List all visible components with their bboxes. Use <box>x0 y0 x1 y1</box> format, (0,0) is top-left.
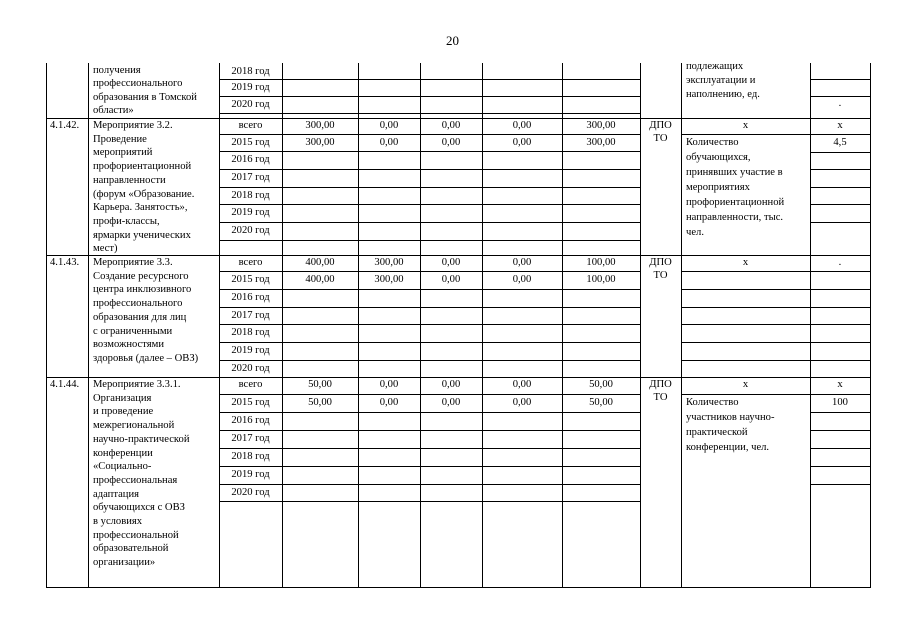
indicator-line: подлежащих <box>686 61 744 72</box>
year-value: 0,00 <box>512 137 532 148</box>
year-label: 2015 год <box>231 274 270 285</box>
indicator-line: направленности, тыс. <box>686 212 784 223</box>
indicator-line: чел. <box>686 227 704 238</box>
indicator-header-value: х <box>837 379 843 390</box>
year-value: 0,00 <box>441 137 461 148</box>
year-label: 2018 год <box>231 451 270 462</box>
year-value: 400,00 <box>305 274 335 285</box>
row-code: 4.1.43. <box>50 257 80 268</box>
indicator-header-value: х <box>837 120 843 131</box>
year-label: 2017 год <box>231 310 270 321</box>
year-label: 2015 год <box>231 397 270 408</box>
indicator-line: мероприятиях <box>686 182 750 193</box>
year-label: 2016 год <box>231 154 270 165</box>
indicator-line: конференции, чел. <box>686 442 770 453</box>
total-value: 50,00 <box>589 379 613 390</box>
top-name-line: профессионального <box>93 78 183 89</box>
total-value: 0,00 <box>512 120 532 131</box>
row-code: 4.1.44. <box>50 379 80 390</box>
row-name-line: Мероприятие 3.3. <box>93 257 173 268</box>
year-label: 2018 год <box>231 190 270 201</box>
row-name-line: с ограниченными <box>93 325 173 337</box>
total-value: 300,00 <box>374 257 404 268</box>
total-value: 100,00 <box>586 257 616 268</box>
row-name-line: межрегиональной <box>93 420 175 432</box>
total-value: 0,00 <box>379 120 399 131</box>
year-label: 2018 год <box>231 66 270 77</box>
indicator-line: обучающихся, <box>686 152 751 163</box>
executor-label: ДПО <box>649 120 672 131</box>
row-name-line: здоровья (далее – ОВЗ) <box>93 352 199 364</box>
year-label: 2016 год <box>231 415 270 426</box>
row-name-line: в условиях <box>93 516 143 527</box>
year-label: 2020 год <box>231 363 270 374</box>
row-name-line: (форум «Образование. <box>93 188 195 200</box>
year-value: 0,00 <box>441 397 461 408</box>
executor-label: ДПО <box>649 257 672 268</box>
indicator-header-value: . <box>838 257 842 268</box>
total-value: 0,00 <box>441 257 461 268</box>
year-value: 300,00 <box>374 274 404 285</box>
row-name-line: «Социально- <box>93 461 152 473</box>
row-name-line: Проведение <box>93 133 147 145</box>
row-name-line: центра инклюзивного <box>93 284 192 296</box>
total-value: 300,00 <box>586 120 616 131</box>
total-label: всего <box>238 120 263 131</box>
total-label: всего <box>238 257 263 268</box>
year-value: 0,00 <box>512 397 532 408</box>
year-value: 50,00 <box>589 397 613 408</box>
total-value: 50,00 <box>308 379 332 390</box>
page-number: 20 <box>446 33 459 48</box>
top-name-line: образования в Томской <box>93 92 197 103</box>
row-name-line: Мероприятие 3.2. <box>93 120 173 131</box>
row-name-line: мест) <box>93 243 118 255</box>
total-value: 0,00 <box>379 379 399 390</box>
year-label: 2020 год <box>231 487 270 498</box>
row-name-line: Мероприятие 3.3.1. <box>93 379 181 390</box>
indicator-line: Количество <box>686 137 739 148</box>
year-value: 50,00 <box>308 397 332 408</box>
year-label: 2018 год <box>231 327 270 338</box>
year-value: 0,00 <box>379 137 399 148</box>
row-name-line: профессиональная <box>93 474 178 486</box>
row-name-line: обучающихся с ОВЗ <box>93 502 185 514</box>
year-value: 0,00 <box>379 397 399 408</box>
executor-label: ТО <box>653 133 668 144</box>
year-label: 2017 год <box>231 172 270 183</box>
row-name-line: образования для лиц <box>93 311 187 323</box>
row-name-line: направленности <box>93 174 166 186</box>
indicator-header: х <box>742 257 749 268</box>
row-name-line: профессиональной <box>93 529 179 541</box>
year-label: 2019 год <box>231 469 270 480</box>
year-value: 100,00 <box>586 274 616 285</box>
row-name-line: Создание ресурсного <box>93 270 189 282</box>
row-name-line: и проведение <box>93 406 154 418</box>
indicator-line: принявших участие в <box>686 167 783 178</box>
row-name-line: конференции <box>93 447 153 459</box>
year-label: 2019 год <box>231 345 270 356</box>
year-label: 2017 год <box>231 433 270 444</box>
indicator-line: эксплуатации и <box>686 75 756 86</box>
indicator-value: . <box>838 98 842 109</box>
indicator-value: 4,5 <box>833 137 847 148</box>
indicator-line: участников научно- <box>686 412 775 423</box>
indicator-line: наполнению, ед. <box>686 89 760 100</box>
executor-label: ДПО <box>649 379 672 390</box>
total-value: 0,00 <box>512 257 532 268</box>
row-name-line: Карьера. Занятость», <box>93 202 188 214</box>
row-name-line: организации» <box>93 557 156 569</box>
year-label: 2020 год <box>231 225 270 236</box>
year-label: 2020 год <box>231 99 270 110</box>
year-value: 300,00 <box>305 137 335 148</box>
indicator-line: Количество <box>686 397 739 408</box>
year-label: 2019 год <box>231 82 270 93</box>
total-value: 300,00 <box>305 120 335 131</box>
year-value: 0,00 <box>512 274 532 285</box>
top-name-line: области» <box>93 105 134 116</box>
row-name-line: профи-классы, <box>93 215 160 227</box>
year-value: 0,00 <box>441 274 461 285</box>
year-label: 2016 год <box>231 292 270 303</box>
total-label: всего <box>238 379 263 390</box>
indicator-line: профориентационной <box>686 197 785 208</box>
year-value: 300,00 <box>586 137 616 148</box>
executor-label: ТО <box>653 392 668 403</box>
row-code: 4.1.42. <box>50 120 80 131</box>
year-label: 2019 год <box>231 207 270 218</box>
total-value: 0,00 <box>441 379 461 390</box>
row-name-line: научно-практической <box>93 433 190 445</box>
row-name-line: возможностями <box>93 339 164 351</box>
row-name-line: Организация <box>93 392 152 404</box>
row-name-line: мероприятий <box>93 147 153 159</box>
indicator-value: 100 <box>832 397 848 408</box>
top-name-line: получения <box>93 65 141 76</box>
total-value: 0,00 <box>441 120 461 131</box>
executor-label: ТО <box>653 270 668 281</box>
row-name-line: профессионального <box>93 298 183 310</box>
total-value: 400,00 <box>305 257 335 268</box>
indicator-header: х <box>742 120 749 131</box>
row-name-line: профориентационной <box>93 161 192 173</box>
indicator-header: х <box>742 379 749 390</box>
row-name-line: адаптация <box>93 488 139 500</box>
row-name-line: ярмарки ученических <box>93 229 191 241</box>
total-value: 0,00 <box>512 379 532 390</box>
row-name-line: образовательной <box>93 543 169 555</box>
indicator-line: практической <box>686 427 748 438</box>
year-label: 2015 год <box>231 137 270 148</box>
